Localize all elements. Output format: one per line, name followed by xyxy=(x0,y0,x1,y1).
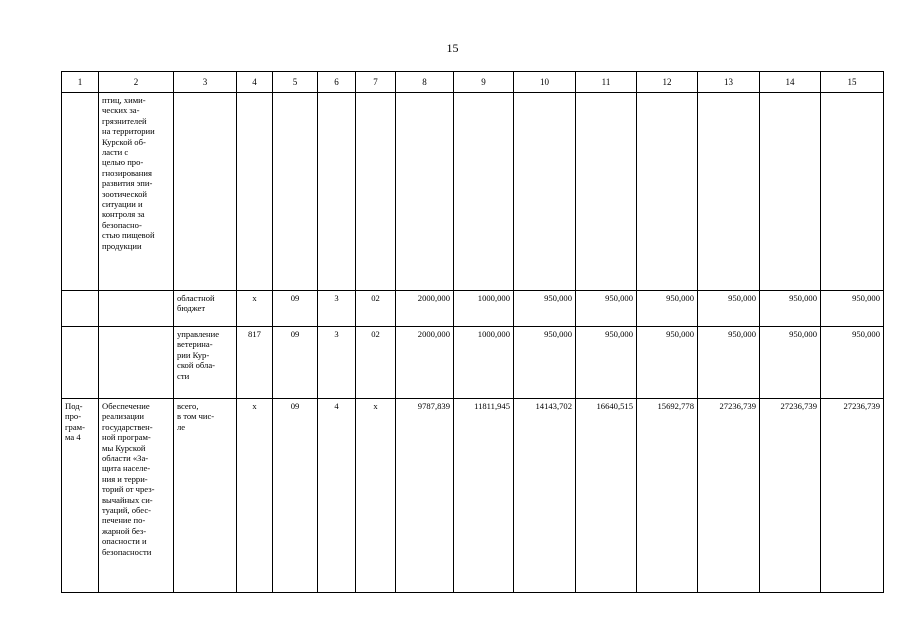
cell-col10: 14143,702 xyxy=(514,399,576,593)
column-header: 1 xyxy=(62,72,99,93)
cell-col15 xyxy=(821,93,884,291)
cell-col14 xyxy=(760,93,821,291)
cell-col9 xyxy=(454,93,514,291)
column-header: 5 xyxy=(273,72,318,93)
cell-col12 xyxy=(637,93,698,291)
cell-col5: 09 xyxy=(273,399,318,593)
cell-col10: 950,000 xyxy=(514,291,576,327)
column-header: 14 xyxy=(760,72,821,93)
cell-col5: 09 xyxy=(273,327,318,399)
cell-col1 xyxy=(62,327,99,399)
cell-col7 xyxy=(356,93,396,291)
cell-col3: управление ветерина- рии Кур- ской обла- сти xyxy=(174,327,237,399)
column-header: 11 xyxy=(576,72,637,93)
cell-col14: 27236,739 xyxy=(760,399,821,593)
cell-col12: 950,000 xyxy=(637,327,698,399)
cell-col12: 15692,778 xyxy=(637,399,698,593)
cell-col5 xyxy=(273,93,318,291)
cell-col4 xyxy=(237,93,273,291)
cell-col14: 950,000 xyxy=(760,327,821,399)
column-header: 7 xyxy=(356,72,396,93)
cell-col13: 950,000 xyxy=(698,327,760,399)
cell-col11: 950,000 xyxy=(576,291,637,327)
cell-col9: 1000,000 xyxy=(454,327,514,399)
column-header: 3 xyxy=(174,72,237,93)
table-row xyxy=(62,327,884,399)
column-header: 6 xyxy=(318,72,356,93)
page-number: 15 xyxy=(446,41,459,55)
cell-col11: 16640,515 xyxy=(576,399,637,593)
cell-col6: 3 xyxy=(318,327,356,399)
cell-col15: 950,000 xyxy=(821,327,884,399)
cell-description: птиц, хими- ческих за- грязнителей на территории Курской об- ласти с целью про- гнозирования развития эпи- зоотической ситуации и контроля за безопасно- стью пищевой продукции xyxy=(99,93,174,291)
cell-col8: 9787,839 xyxy=(396,399,454,593)
cell-col4: 817 xyxy=(237,327,273,399)
cell-col6 xyxy=(318,93,356,291)
cell-col14: 950,000 xyxy=(760,291,821,327)
cell-description xyxy=(99,327,174,399)
cell-col15: 27236,739 xyxy=(821,399,884,593)
cell-col15: 950,000 xyxy=(821,291,884,327)
column-header: 10 xyxy=(514,72,576,93)
cell-col10: 950,000 xyxy=(514,327,576,399)
column-header: 12 xyxy=(637,72,698,93)
cell-col13: 27236,739 xyxy=(698,399,760,593)
column-header: 13 xyxy=(698,72,760,93)
table-row xyxy=(62,93,884,291)
cell-col3 xyxy=(174,93,237,291)
cell-description xyxy=(99,291,174,327)
table-row xyxy=(62,291,884,327)
cell-col8: 2000,000 xyxy=(396,327,454,399)
column-header: 4 xyxy=(237,72,273,93)
cell-col9: 1000,000 xyxy=(454,291,514,327)
budget-table xyxy=(61,71,884,593)
table-row xyxy=(62,399,884,593)
cell-col8: 2000,000 xyxy=(396,291,454,327)
cell-col10 xyxy=(514,93,576,291)
column-header: 2 xyxy=(99,72,174,93)
cell-col5: 09 xyxy=(273,291,318,327)
column-header: 15 xyxy=(821,72,884,93)
cell-col11 xyxy=(576,93,637,291)
cell-col7: х xyxy=(356,399,396,593)
cell-col1 xyxy=(62,291,99,327)
cell-col6: 4 xyxy=(318,399,356,593)
column-header: 9 xyxy=(454,72,514,93)
cell-col3: всего, в том чис- ле xyxy=(174,399,237,593)
cell-col11: 950,000 xyxy=(576,327,637,399)
cell-col13: 950,000 xyxy=(698,291,760,327)
cell-col8 xyxy=(396,93,454,291)
table-header-row xyxy=(62,72,884,93)
cell-col1 xyxy=(62,93,99,291)
cell-col7: 02 xyxy=(356,291,396,327)
cell-description: Обеспечение реализации государствен- ной програм- мы Курской области «За- щита населе- ния и терри- торий от чрез- вычайных си- туаций, обес- печение по- жарной без- опасности и безопасности xyxy=(99,399,174,593)
cell-col7: 02 xyxy=(356,327,396,399)
cell-col3: областной бюджет xyxy=(174,291,237,327)
cell-col4: х xyxy=(237,399,273,593)
cell-col1: Под- про- грам- ма 4 xyxy=(62,399,99,593)
cell-col6: 3 xyxy=(318,291,356,327)
cell-col13 xyxy=(698,93,760,291)
column-header: 8 xyxy=(396,72,454,93)
cell-col4: х xyxy=(237,291,273,327)
cell-col9: 11811,945 xyxy=(454,399,514,593)
cell-col12: 950,000 xyxy=(637,291,698,327)
